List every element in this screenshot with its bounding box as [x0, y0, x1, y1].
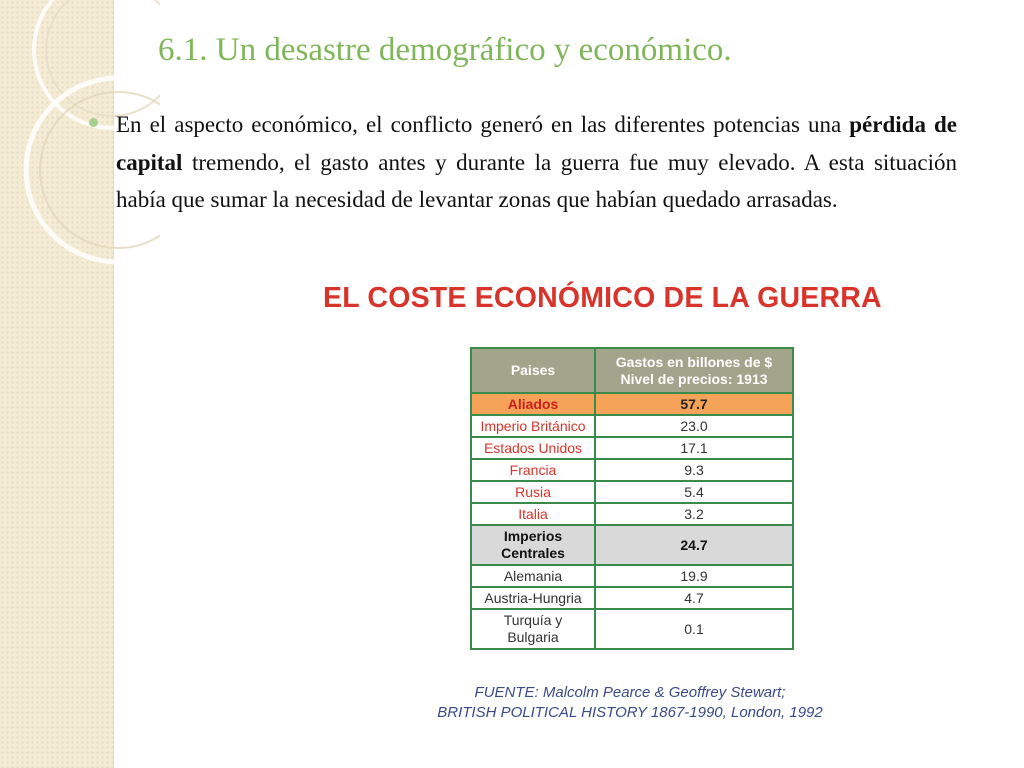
table-row-central-empires	[471, 525, 793, 565]
table-row	[471, 609, 793, 649]
cell-name: Francia	[471, 459, 595, 481]
cell-value: 24.7	[595, 525, 793, 565]
cell-value: 57.7	[595, 393, 793, 415]
table-row	[471, 503, 793, 525]
header-expenses	[595, 348, 793, 393]
war-cost-table	[470, 347, 794, 650]
cell-value: 3.2	[595, 503, 793, 525]
paragraph-text-end: tremendo, el gasto antes y durante la guerra fue muy elevado. A esta situación había que sumar la necesidad de levantar zonas que habían quedado arrasadas.	[116, 149, 957, 212]
cell-value: 5.4	[595, 481, 793, 503]
header-countries: Paises	[471, 348, 595, 393]
cell-value: 4.7	[595, 587, 793, 609]
cell-name: Italia	[471, 503, 595, 525]
cell-name-line1: Imperios	[503, 528, 563, 544]
slide-title: 6.1. Un desastre demográfico y económico.	[158, 32, 732, 68]
body-paragraph	[116, 106, 957, 219]
cell-name: Estados Unidos	[471, 437, 595, 459]
table-row	[471, 459, 793, 481]
cell-name-line2: Bulgaria	[507, 629, 559, 645]
cell-value: 9.3	[595, 459, 793, 481]
cell-name: Rusia	[471, 481, 595, 503]
cell-name: Imperio Británico	[471, 415, 595, 437]
header-expenses-line2: Nivel de precios: 1913	[620, 370, 768, 387]
cell-name-line1: Turquía y	[503, 612, 563, 628]
table-row	[471, 437, 793, 459]
cell-value: 17.1	[595, 437, 793, 459]
table-row-allies	[471, 393, 793, 415]
table-row	[471, 565, 793, 587]
table-header-row	[471, 348, 793, 393]
table-row	[471, 481, 793, 503]
table-row	[471, 587, 793, 609]
paragraph-bold-phrase: pérdida de capital	[116, 112, 957, 175]
paragraph-text-start: En el aspecto económico, el conflicto generó en las diferentes potencias una	[116, 112, 850, 137]
cell-name: Alemania	[471, 565, 595, 587]
cell-name-line2: Centrales	[501, 545, 565, 561]
cell-name	[471, 525, 595, 565]
cell-value: 23.0	[595, 415, 793, 437]
figure-source	[330, 683, 930, 723]
figure-title: EL COSTE ECONÓMICO DE LA GUERRA	[323, 282, 882, 314]
source-line1: FUENTE: Malcolm Pearce & Geoffrey Stewart;	[474, 684, 786, 701]
source-line2: BRITISH POLITICAL HISTORY 1867-1990, London, 1992	[437, 704, 823, 721]
cell-name: Aliados	[471, 393, 595, 415]
cell-name	[471, 609, 595, 649]
cell-value: 19.9	[595, 565, 793, 587]
header-expenses-line1: Gastos en billones de $	[615, 353, 773, 370]
cell-value: 0.1	[595, 609, 793, 649]
cell-name: Austria-Hungria	[471, 587, 595, 609]
bullet-icon	[89, 118, 98, 127]
table-row	[471, 415, 793, 437]
